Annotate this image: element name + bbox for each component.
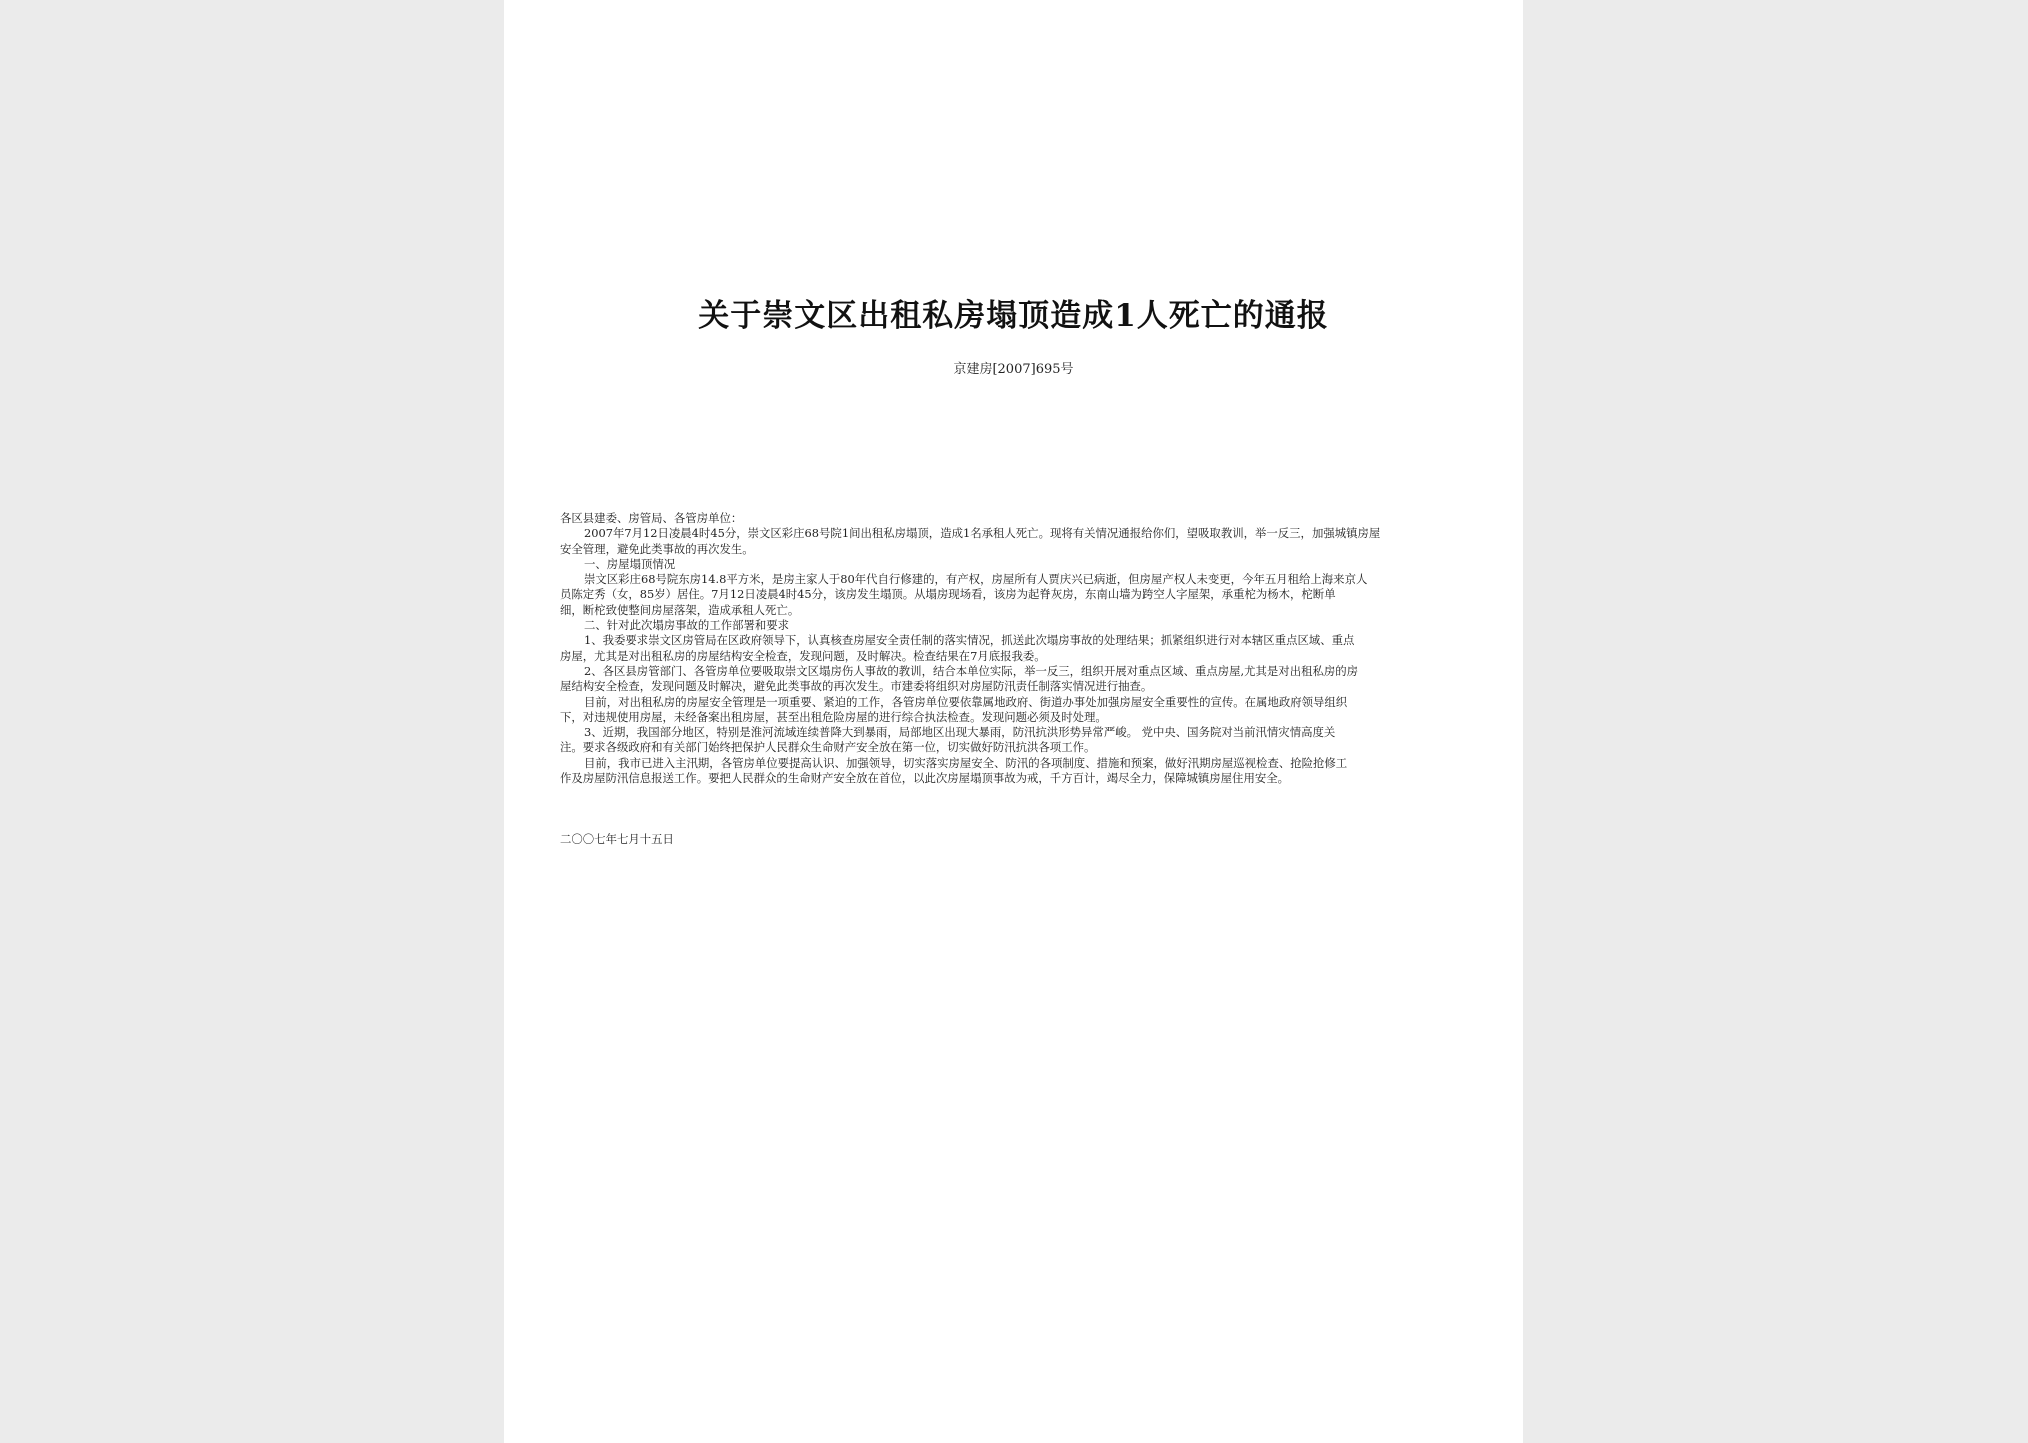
paragraph-line: 3、近期，我国部分地区，特别是淮河流域连续普降大到暴雨，局部地区出现大暴雨，防汛抗洪形势异常严峻。 党中央、国务院对当前汛情灾情高度关 [584,725,1336,740]
paragraph-line: 房屋，尤其是对出租私房的房屋结构安全检查，发现问题，及时解决。检查结果在7月底报我委。 [560,648,1046,663]
paragraph-line: 下，对违规使用房屋，未经备案出租房屋，甚至出租危险房屋的进行综合执法检查。发现问题必须及时处理。 [560,709,1107,724]
paragraph-line: 员陈定秀（女，85岁）居住。7月12日凌晨4时45分，该房发生塌顶。从塌房现场看，该房为起脊灰房，东南山墙为跨空人字屋架，承重柁为杨木，柁断单 [560,587,1336,602]
paragraph-line: 注。要求各级政府和有关部门始终把保护人民群众生命财产安全放在第一位，切实做好防汛抗洪各项工作。 [560,740,1096,755]
document-page [504,0,1523,1443]
section-heading: 二、针对此次塌房事故的工作部署和要求 [584,618,790,633]
paragraph-line: 安全管理，避免此类事故的再次发生。 [560,541,754,556]
paragraph-line: 目前，对出租私房的房屋安全管理是一项重要、紧迫的工作，各管房单位要依靠属地政府、街道办事处加强房屋安全重要性的宣传。在属地政府领导组织 [584,694,1348,709]
paragraph-line: 2、各区县房管部门、各管房单位要吸取崇文区塌房伤人事故的教训，结合本单位实际，举一反三，组织开展对重点区域、重点房屋,尤其是对出租私房的房 [584,663,1359,678]
paragraph-line: 作及房屋防汛信息报送工作。要把人民群众的生命财产安全放在首位，以此次房屋塌顶事故为戒，千方百计，竭尽全力，保障城镇房屋住用安全。 [560,771,1290,786]
document-title: 关于崇文区出租私房塌顶造成1人死亡的通报 [698,298,1329,334]
document-date: 二〇〇七年七月十五日 [560,832,674,846]
paragraph-line: 屋结构安全检查，发现问题及时解决，避免此类事故的再次发生。市建委将组织对房屋防汛责任制落实情况进行抽查。 [560,679,1153,694]
paragraph-line: 目前，我市已进入主汛期，各管房单位要提高认识、加强领导，切实落实房屋安全、防汛的各项制度、措施和预案，做好汛期房屋巡视检查、抢险抢修工 [584,755,1348,770]
salutation: 各区县建委、房管局、各管房单位： [560,511,743,525]
section-heading: 一、房屋塌顶情况 [584,556,676,571]
paragraph-line: 崇文区彩庄68号院东房14.8平方米，是房主家人于80年代自行修建的，有产权，房屋所有人贾庆兴已病逝，但房屋产权人未变更，今年五月租给上海来京人 [584,572,1368,587]
document-number: 京建房[2007]695号 [953,362,1074,377]
document-body [560,511,1492,786]
paragraph-line: 1、我委要求崇文区房管局在区政府领导下，认真核查房屋安全责任制的落实情况，抓送此次塌房事故的处理结果；抓紧组织进行对本辖区重点区域、重点 [584,633,1355,648]
paragraph-line: 2007年7月12日凌晨4时45分，崇文区彩庄68号院1间出租私房塌顶，造成1名承租人死亡。现将有关情况通报给你们，望吸取教训，举一反三，加强城镇房屋 [584,526,1381,541]
paragraph-line: 细，断柁致使整间房屋落架，造成承租人死亡。 [560,602,800,617]
